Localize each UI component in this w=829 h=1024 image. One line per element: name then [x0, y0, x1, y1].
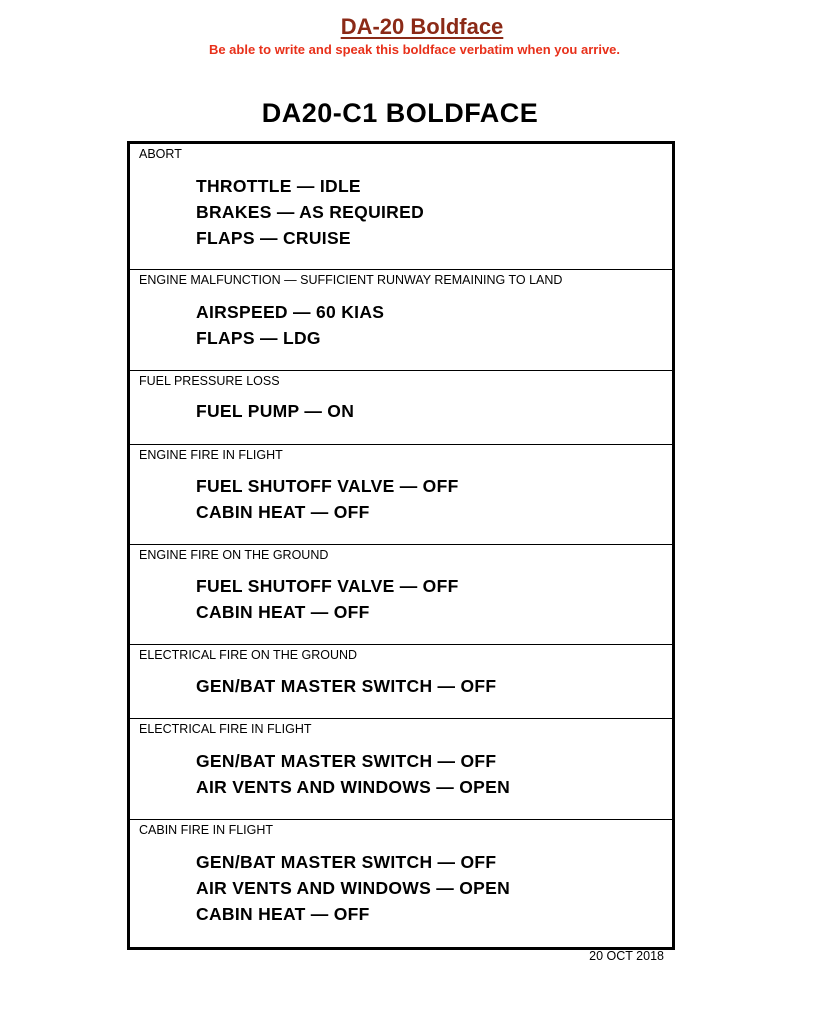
- section-label: ENGINE MALFUNCTION — SUFFICIENT RUNWAY REMAINING TO LAND: [139, 273, 563, 287]
- step-item: CABIN HEAT — OFF: [196, 602, 370, 622]
- section-cabin-fire-in-flight: [130, 820, 672, 947]
- document-subtitle: Be able to write and speak this boldface verbatim when you arrive.: [208, 42, 621, 57]
- step-item: FUEL SHUTOFF VALVE — OFF: [196, 576, 459, 596]
- step-item: FUEL PUMP — ON: [196, 401, 355, 421]
- card-title: DA20-C1 BOLDFACE: [261, 98, 539, 128]
- step-item: FLAPS — CRUISE: [196, 228, 351, 248]
- step-item: AIR VENTS AND WINDOWS — OPEN: [196, 777, 511, 797]
- step-item: AIRSPEED — 60 KIAS: [196, 302, 385, 322]
- section-engine-malfunction: [130, 270, 672, 371]
- revision-date: 20 OCT 2018: [589, 949, 664, 963]
- boldface-card: [127, 141, 675, 950]
- step-item: FUEL SHUTOFF VALVE — OFF: [196, 476, 459, 496]
- section-label: ENGINE FIRE ON THE GROUND: [139, 548, 329, 562]
- section-label: CABIN FIRE IN FLIGHT: [139, 823, 274, 837]
- step-item: GEN/BAT MASTER SWITCH — OFF: [196, 852, 497, 872]
- step-item: GEN/BAT MASTER SWITCH — OFF: [196, 751, 497, 771]
- section-label: ABORT: [139, 147, 182, 161]
- step-item: FLAPS — LDG: [196, 328, 321, 348]
- step-item: BRAKES — AS REQUIRED: [196, 202, 425, 222]
- section-label: ELECTRICAL FIRE IN FLIGHT: [139, 722, 312, 736]
- section-electrical-fire-on-ground: [130, 645, 672, 719]
- section-engine-fire-in-flight: [130, 445, 672, 545]
- document-title: DA-20 Boldface: [340, 14, 504, 39]
- step-item: THROTTLE — IDLE: [196, 176, 361, 196]
- step-item: CABIN HEAT — OFF: [196, 904, 370, 924]
- section-label: ENGINE FIRE IN FLIGHT: [139, 448, 283, 462]
- section-label: ELECTRICAL FIRE ON THE GROUND: [139, 648, 358, 662]
- section-label: FUEL PRESSURE LOSS: [139, 374, 280, 388]
- section-electrical-fire-in-flight: [130, 719, 672, 820]
- section-engine-fire-on-ground: [130, 545, 672, 645]
- step-item: AIR VENTS AND WINDOWS — OPEN: [196, 878, 511, 898]
- section-fuel-pressure-loss: [130, 371, 672, 445]
- step-item: GEN/BAT MASTER SWITCH — OFF: [196, 676, 497, 696]
- section-abort: [130, 144, 672, 270]
- step-item: CABIN HEAT — OFF: [196, 502, 370, 522]
